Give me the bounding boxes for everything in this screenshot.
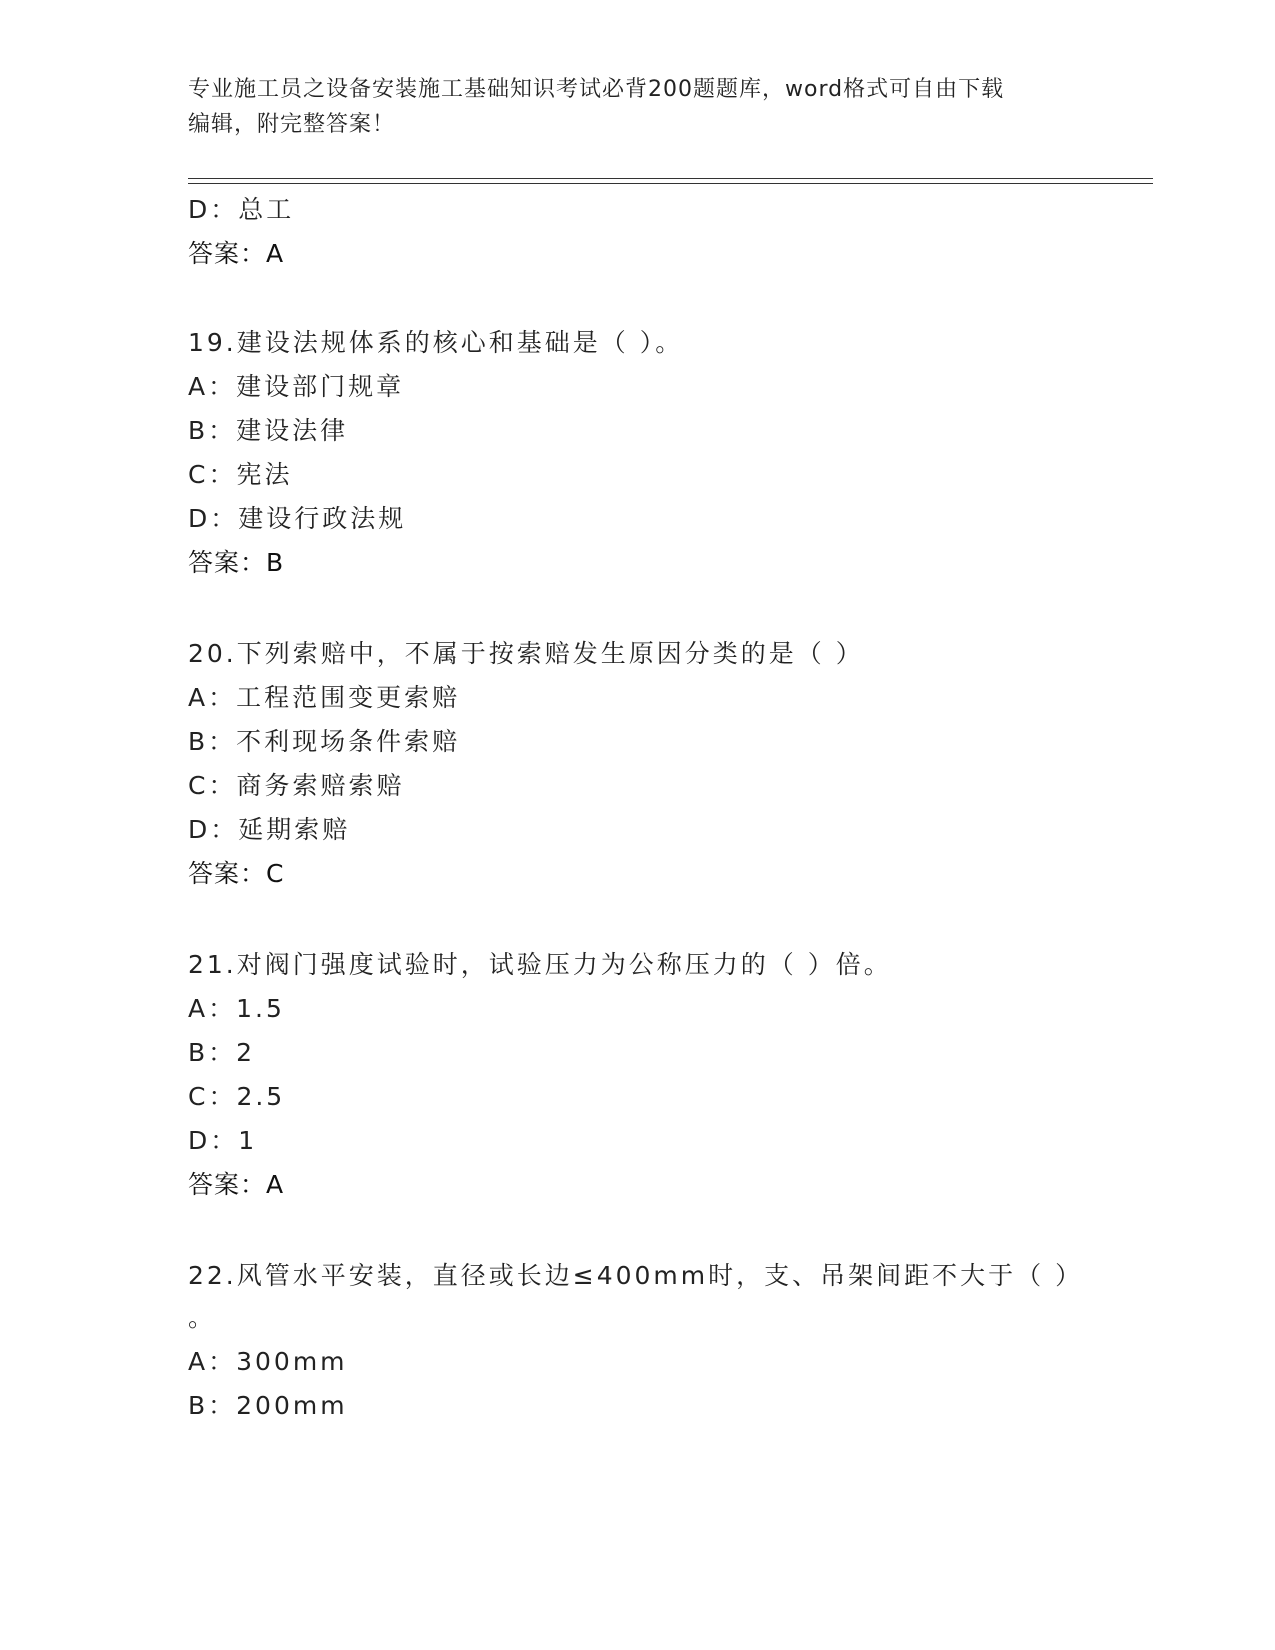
question-19-answer: 答案：B xyxy=(188,548,285,577)
question-20-stem: 20.下列索赔中，不属于按索赔发生原因分类的是（ ） xyxy=(188,639,864,668)
question-20-option-a: A：工程范围变更索赔 xyxy=(188,683,461,712)
question-21-option-b: B：2 xyxy=(188,1038,256,1067)
header-divider-top xyxy=(188,178,1153,179)
question-22-stem-line-1: 22.风管水平安装，直径或长边≤400mm时，支、吊架间距不大于（ ） xyxy=(188,1261,1084,1290)
question-20-option-d: D：延期索赔 xyxy=(188,815,351,844)
question-21-option-d: D：1 xyxy=(188,1126,258,1155)
question-22-option-a: A：300mm xyxy=(188,1347,348,1376)
question-19-stem: 19.建设法规体系的核心和基础是（ ）。 xyxy=(188,328,684,357)
question-20-answer: 答案：C xyxy=(188,859,285,888)
question-20-option-c: C：商务索赔索赔 xyxy=(188,771,405,800)
question-21-answer: 答案：A xyxy=(188,1170,285,1199)
question-20-option-b: B：不利现场条件索赔 xyxy=(188,727,461,756)
prev-option-d: D：总工 xyxy=(188,195,295,224)
question-19-option-b: B：建设法律 xyxy=(188,416,349,445)
question-21-option-a: A：1.5 xyxy=(188,994,285,1023)
question-22-option-b: B：200mm xyxy=(188,1391,348,1420)
question-21-option-c: C：2.5 xyxy=(188,1082,286,1111)
question-22-stem-line-2: 。 xyxy=(188,1303,217,1332)
header-line-2: 编辑，附完整答案！ xyxy=(188,112,396,137)
question-19-option-d: D：建设行政法规 xyxy=(188,504,407,533)
header-line-1: 专业施工员之设备安装施工基础知识考试必背200题题库，word格式可自由下载 xyxy=(188,77,1005,102)
header-divider-bottom xyxy=(188,183,1153,184)
question-21-stem: 21.对阀门强度试验时，试验压力为公称压力的（ ）倍。 xyxy=(188,950,892,979)
document-header xyxy=(188,72,1088,142)
question-19-option-c: C：宪法 xyxy=(188,460,293,489)
prev-answer: 答案：A xyxy=(188,239,285,268)
question-19-option-a: A：建设部门规章 xyxy=(188,372,405,401)
